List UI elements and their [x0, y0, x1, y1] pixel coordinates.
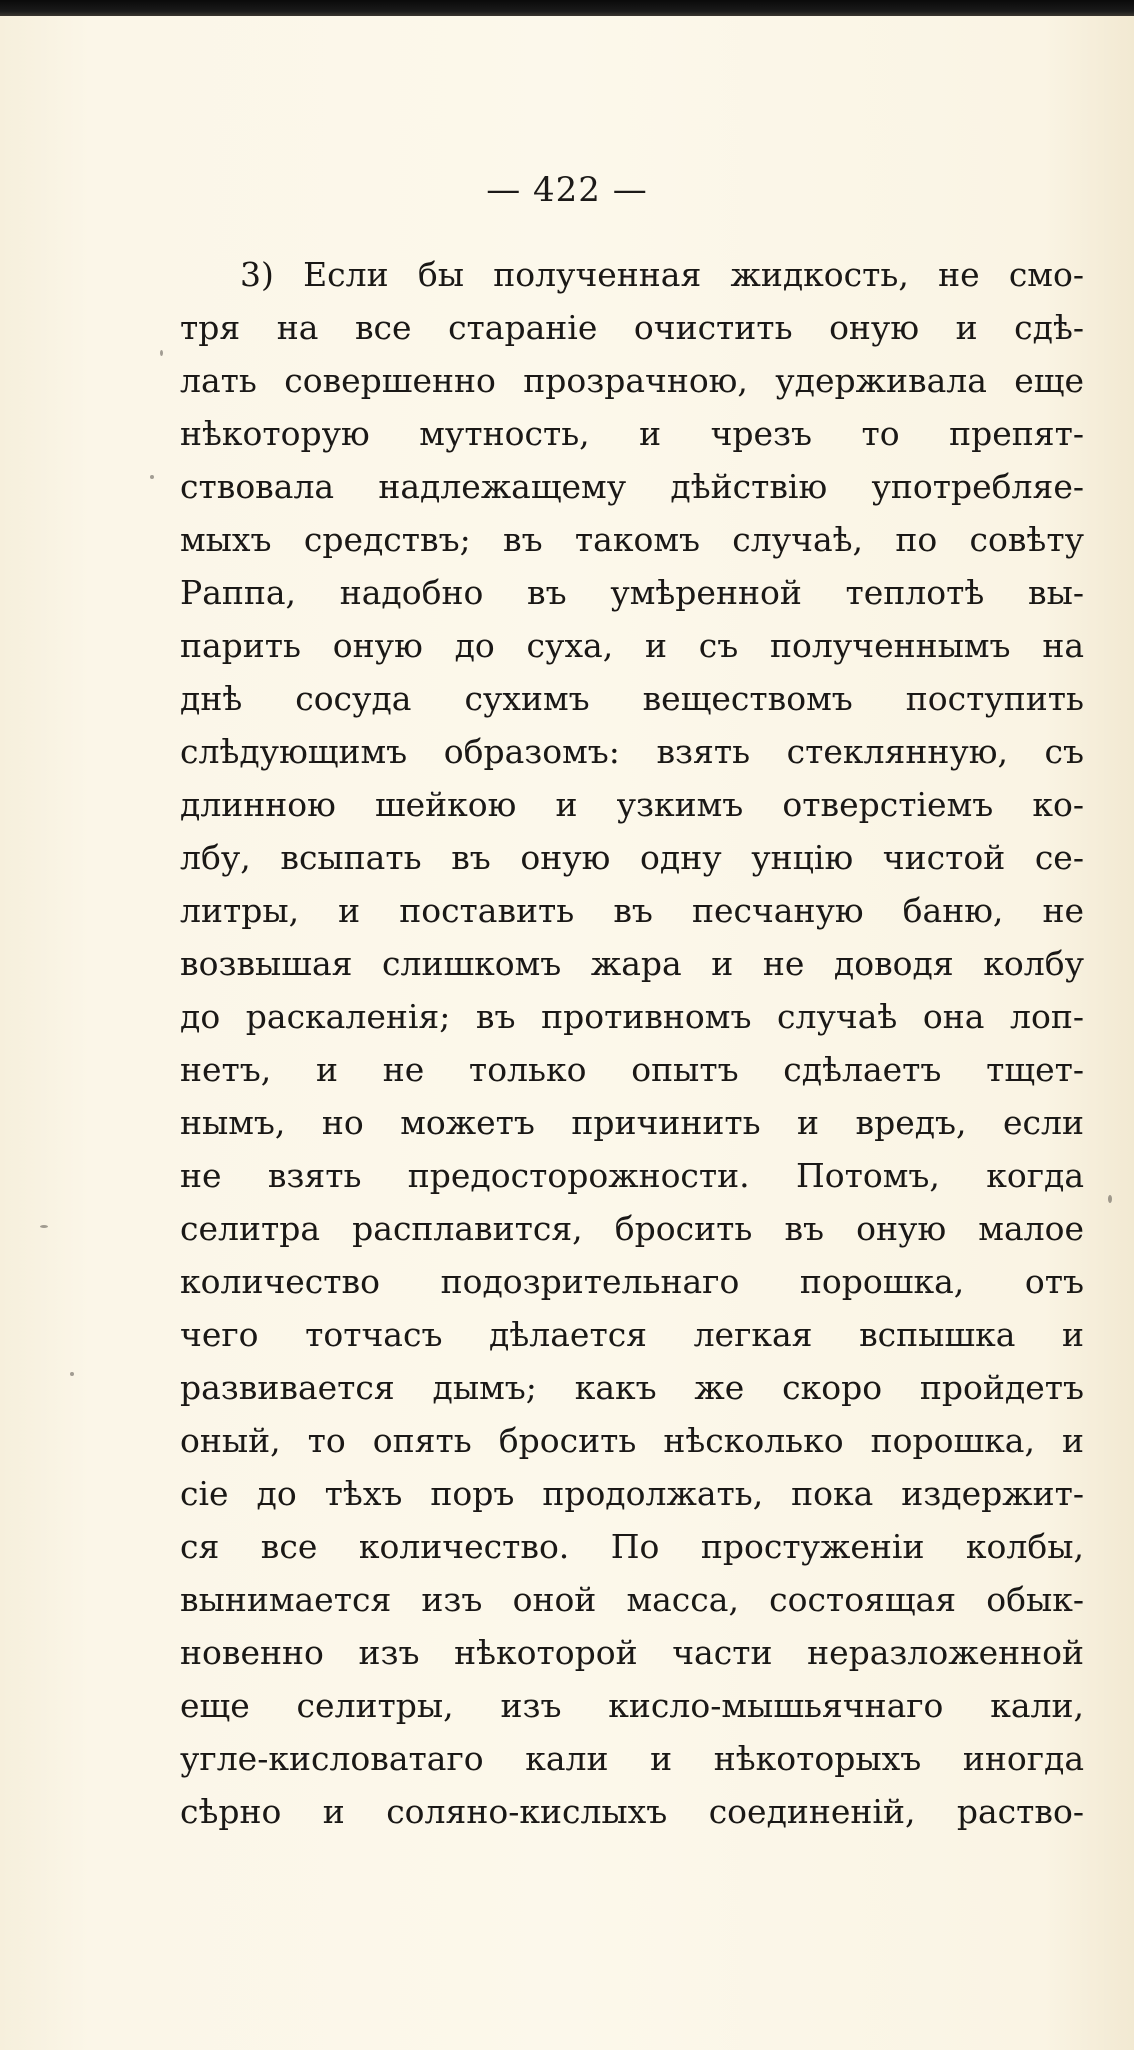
text-line: Раппа, надобно въ умѣренной теплотѣ вы-	[180, 573, 1084, 612]
text-line: вынимается изъ оной масса, состоящая обык-	[180, 1580, 1084, 1619]
text-line: парить оную до суха, и съ полученнымъ на	[180, 626, 1084, 665]
text-line: тря на все стараніе очистить оную и сдѣ-	[180, 308, 1084, 347]
text-line: ся все количество. По простуженіи колбы,	[180, 1527, 1084, 1566]
text-line: еще селитры, изъ кисло-мышьячнаго кали,	[180, 1686, 1084, 1725]
text-line: возвышая слишкомъ жара и не доводя колбу	[180, 944, 1084, 983]
text-line: чего тотчасъ дѣлается легкая вспышка и	[180, 1315, 1084, 1354]
text-line: литры, и поставить въ песчаную баню, не	[180, 891, 1084, 930]
text-line: мыхъ средствъ; въ такомъ случаѣ, по совѣту	[180, 520, 1084, 559]
text-line: не взять предосторожности. Потомъ, когда	[180, 1156, 1084, 1195]
text-line: сѣрно и соляно-кислыхъ соединеній, раство-	[180, 1792, 1084, 1831]
text-line: количество подозрительнаго порошка, отъ	[180, 1262, 1084, 1301]
text-line: до раскаленія; въ противномъ случаѣ она лоп-	[180, 997, 1084, 1036]
text-line: лать совершенно прозрачною, удерживала еще	[180, 361, 1084, 400]
page-number: — 422 —	[486, 170, 648, 210]
scan-top-edge	[0, 0, 1134, 16]
text-line: развивается дымъ; какъ же скоро пройдетъ	[180, 1368, 1084, 1407]
text-line: нымъ, но можетъ причинить и вредъ, если	[180, 1103, 1084, 1142]
paper-speck	[70, 1372, 74, 1376]
paper-speck	[160, 350, 163, 356]
text-line: оный, то опять бросить нѣсколько порошка, и	[180, 1421, 1084, 1460]
text-line: длинною шейкою и узкимъ отверстіемъ ко-	[180, 785, 1084, 824]
text-line: селитра расплавится, бросить въ оную малое	[180, 1209, 1084, 1248]
body-text	[180, 248, 1084, 1838]
text-line: угле-кисловатаго кали и нѣкоторыхъ иногда	[180, 1739, 1084, 1778]
paper-speck	[150, 475, 154, 479]
text-line: новенно изъ нѣкоторой части неразложенной	[180, 1633, 1084, 1672]
paper-speck	[1108, 1195, 1112, 1203]
text-line: днѣ сосуда сухимъ веществомъ поступить	[180, 679, 1084, 718]
text-line: нетъ, и не только опытъ сдѣлаетъ тщет-	[180, 1050, 1084, 1089]
text-line: слѣдующимъ образомъ: взять стеклянную, съ	[180, 732, 1084, 771]
text-line: сіе до тѣхъ поръ продолжать, пока издержит-	[180, 1474, 1084, 1513]
text-line: нѣкоторую мутность, и чрезъ то препят-	[180, 414, 1084, 453]
text-line: ствовала надлежащему дѣйствію употребляе-	[180, 467, 1084, 506]
text-line: лбу, всыпать въ оную одну унцію чистой се-	[180, 838, 1084, 877]
text-line: 3) Если бы полученная жидкость, не смо-	[240, 255, 1084, 294]
paper-speck	[40, 1225, 48, 1228]
